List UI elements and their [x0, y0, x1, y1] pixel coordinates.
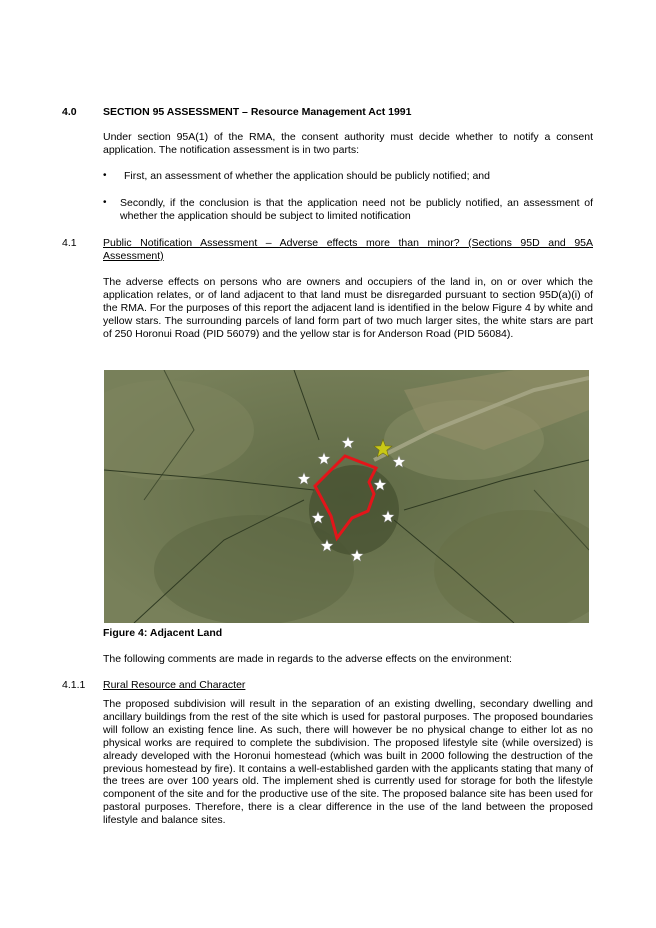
aerial-map-svg: [104, 370, 589, 623]
subsection-title-cont: Assessment): [103, 250, 164, 262]
section-intro: Under section 95A(1) of the RMA, the consent authority must decide whether to notify a consent application. The notification assessment is in two parts:: [103, 131, 593, 156]
subsection-number: 4.1: [62, 237, 77, 249]
subsection-body: The adverse effects on persons who are owners and occupiers of the land in, on or over which the application relates, or of land adjacent to that land must be disregarded pursuant to section 95D(a)(i) of the RMA. For the purposes of this report the adjacent land is identified in the below Figure 4 by white and yellow stars. The surrounding parcels of land form part of two much larger sites, the white stars are part of 250 Horonui Road (PID 56079) and the yellow star is for Anderson Road (PID 56084).: [103, 276, 593, 340]
section-number: 4.0: [62, 106, 77, 118]
bullet-icon: •: [103, 197, 107, 208]
subsubsection-number: 4.1.1: [62, 679, 86, 691]
bullet-icon: •: [103, 170, 107, 181]
comments-intro: The following comments are made in regards to the adverse effects on the environment:: [103, 653, 512, 665]
aerial-map-image: [104, 370, 589, 623]
subsubsection-title: Rural Resource and Character: [103, 679, 246, 691]
subsubsection-body: The proposed subdivision will result in the separation of an existing dwelling, secondary dwelling and ancillary buildings from the rest of the site which is used for pastoral purposes. The proposed boundaries will follow an existing fence line. As such, there will however be no physical change to either lot as no physical works are required to complete the subdivision. The proposed lifestyle site (while oversized) is already developed with the Horonui homestead (which was built in 2000 following the destruction of the previous homestead by fire). It contains a well-established garden with the applicants stating that many of the trees are over 100 years old. The implement shed is currently used for storage for both the lifestyle component of the site and for the productive use of the site. The proposed balance site has been used for pastoral purposes. Therefore, there is a clear difference in the use of the land between the proposed lifestyle and balance sites.: [103, 698, 593, 827]
figure-caption: Figure 4: Adjacent Land: [103, 627, 223, 639]
bullet-item-1: First, an assessment of whether the application should be publicly notified; and: [124, 170, 490, 182]
subsection-title: Public Notification Assessment – Adverse effects more than minor? (Sections 95D and 95A: [103, 237, 593, 249]
bullet-item-2: Secondly, if the conclusion is that the application need not be publicly notified, an assessment of whether the application should be subject to limited notification: [120, 197, 593, 222]
section-title: SECTION 95 ASSESSMENT – Resource Management Act 1991: [103, 106, 412, 118]
